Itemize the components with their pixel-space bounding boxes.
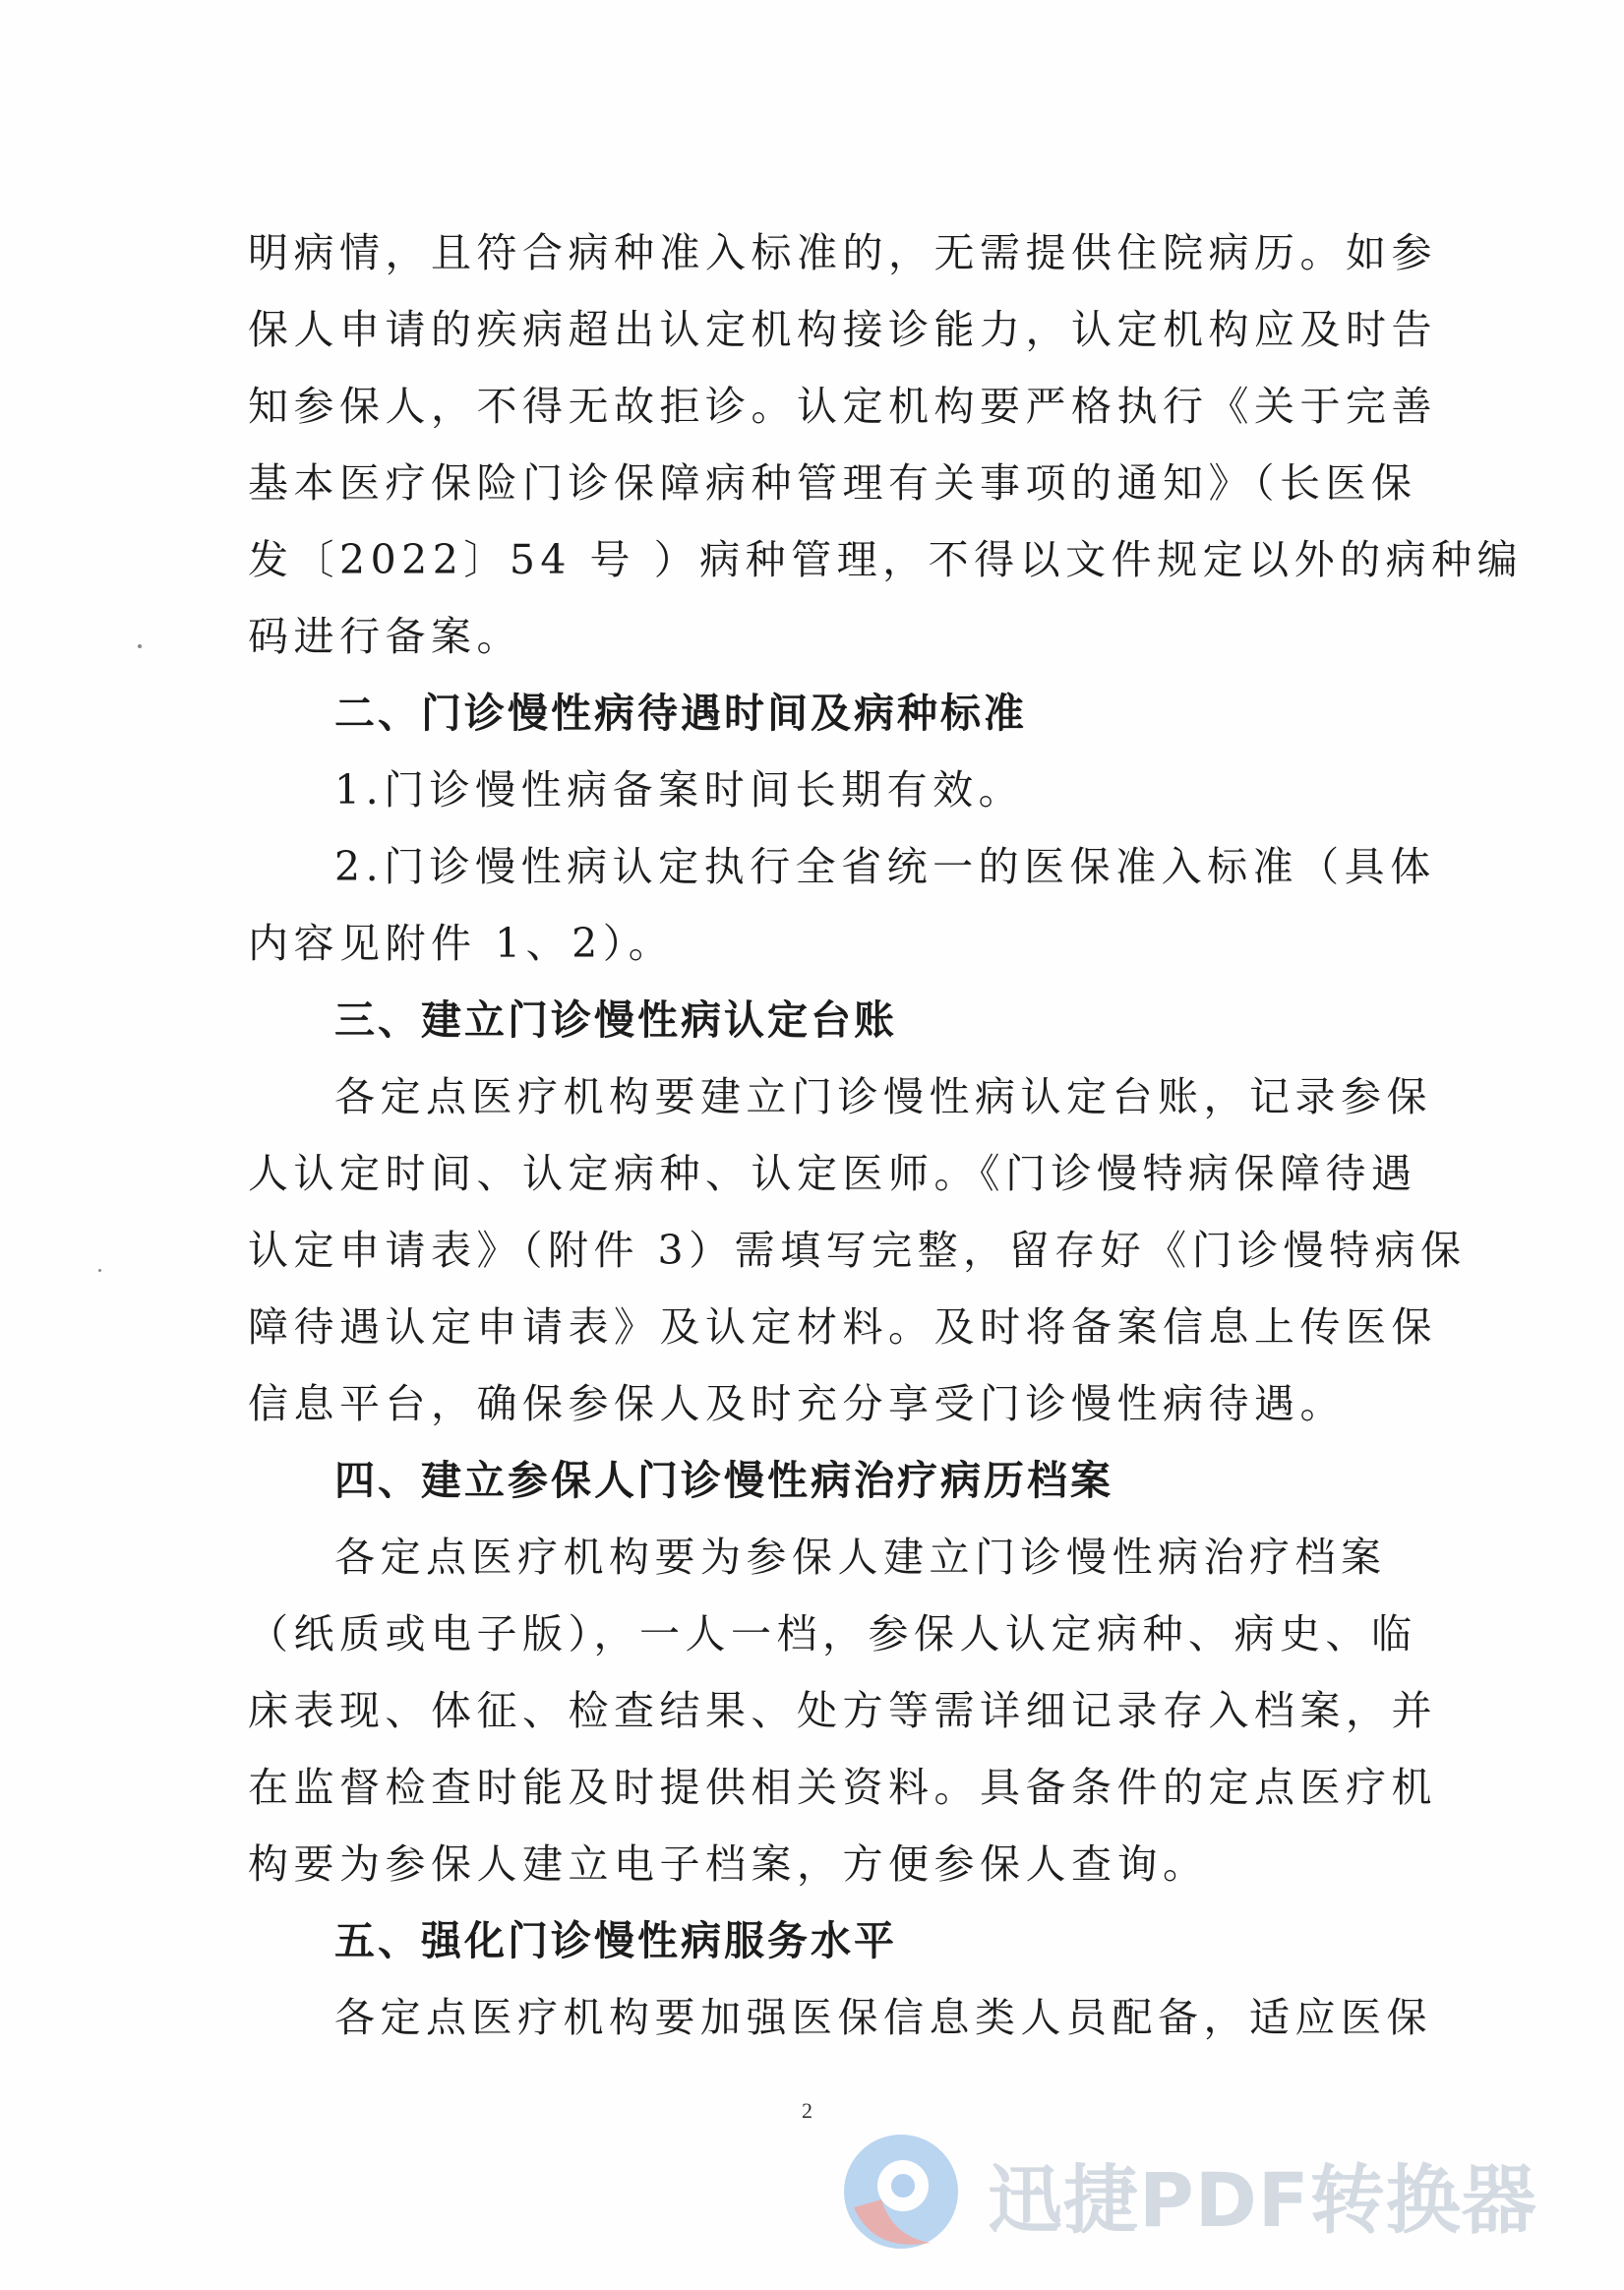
text-line: 信息平台，确保参保人及时充分享受门诊慢性病待遇。 bbox=[248, 1380, 1346, 1427]
list-item: 1.门诊慢性病备案时间长期有效。 bbox=[334, 766, 1025, 814]
list-item: 2.门诊慢性病认定执行全省统一的医保准入标准（具体 bbox=[334, 843, 1436, 890]
text-line: 知参保人，不得无故拒诊。认定机构要严格执行《关于完善 bbox=[248, 383, 1437, 430]
text-line: 各定点医疗机构要建立门诊慢性病认定台账，记录参保 bbox=[334, 1073, 1432, 1120]
section-heading-5: 五、强化门诊慢性病服务水平 bbox=[334, 1917, 897, 1964]
text-line: 发〔2022〕54 号 ）病种管理，不得以文件规定以外的病种编 bbox=[248, 536, 1524, 583]
section-heading-2: 二、门诊慢性病待遇时间及病种标准 bbox=[334, 690, 1027, 737]
section-heading-4: 四、建立参保人门诊慢性病治疗病历档案 bbox=[334, 1457, 1113, 1504]
scan-speck bbox=[138, 644, 142, 648]
text-line: 明病情，且符合病种准入标准的，无需提供住院病历。如参 bbox=[248, 229, 1437, 276]
text-line: 障待遇认定申请表》及认定材料。及时将备案信息上传医保 bbox=[248, 1303, 1437, 1351]
text-line: 内容见附件 1、2）。 bbox=[248, 920, 675, 967]
document-body bbox=[248, 214, 1524, 2056]
text-line: 各定点医疗机构要加强医保信息类人员配备，适应医保 bbox=[334, 1994, 1432, 2041]
text-line: 认定申请表》（附件 3）需填写完整，留存好《门诊慢特病保 bbox=[248, 1227, 1467, 1274]
text-line: 各定点医疗机构要为参保人建立门诊慢性病治疗档案 bbox=[334, 1534, 1387, 1581]
text-line: 基本医疗保险门诊保障病种管理有关事项的通知》（长医保 bbox=[248, 459, 1417, 507]
watermark-text: 迅捷PDF转换器 bbox=[988, 2155, 1537, 2244]
text-line: （纸质或电子版），一人一档，参保人认定病种、病史、临 bbox=[248, 1610, 1417, 1657]
text-line: 保人申请的疾病超出认定机构接诊能力，认定机构应及时告 bbox=[248, 306, 1437, 353]
text-line: 床表现、体征、检查结果、处方等需详细记录存入档案，并 bbox=[248, 1687, 1437, 1734]
text-line: 人认定时间、认定病种、认定医师。《门诊慢特病保障待遇 bbox=[248, 1150, 1417, 1197]
text-line: 构要为参保人建立电子档案，方便参保人查询。 bbox=[248, 1840, 1209, 1888]
scan-speck bbox=[98, 1269, 101, 1272]
section-heading-3: 三、建立门诊慢性病认定台账 bbox=[334, 996, 897, 1044]
text-line: 码进行备案。 bbox=[248, 613, 522, 660]
pdf-converter-logo-icon bbox=[834, 2127, 968, 2260]
watermark bbox=[834, 2125, 1601, 2262]
text-line: 在监督检查时能及时提供相关资料。具备条件的定点医疗机 bbox=[248, 1764, 1437, 1811]
page-number: 2 bbox=[802, 2098, 812, 2123]
